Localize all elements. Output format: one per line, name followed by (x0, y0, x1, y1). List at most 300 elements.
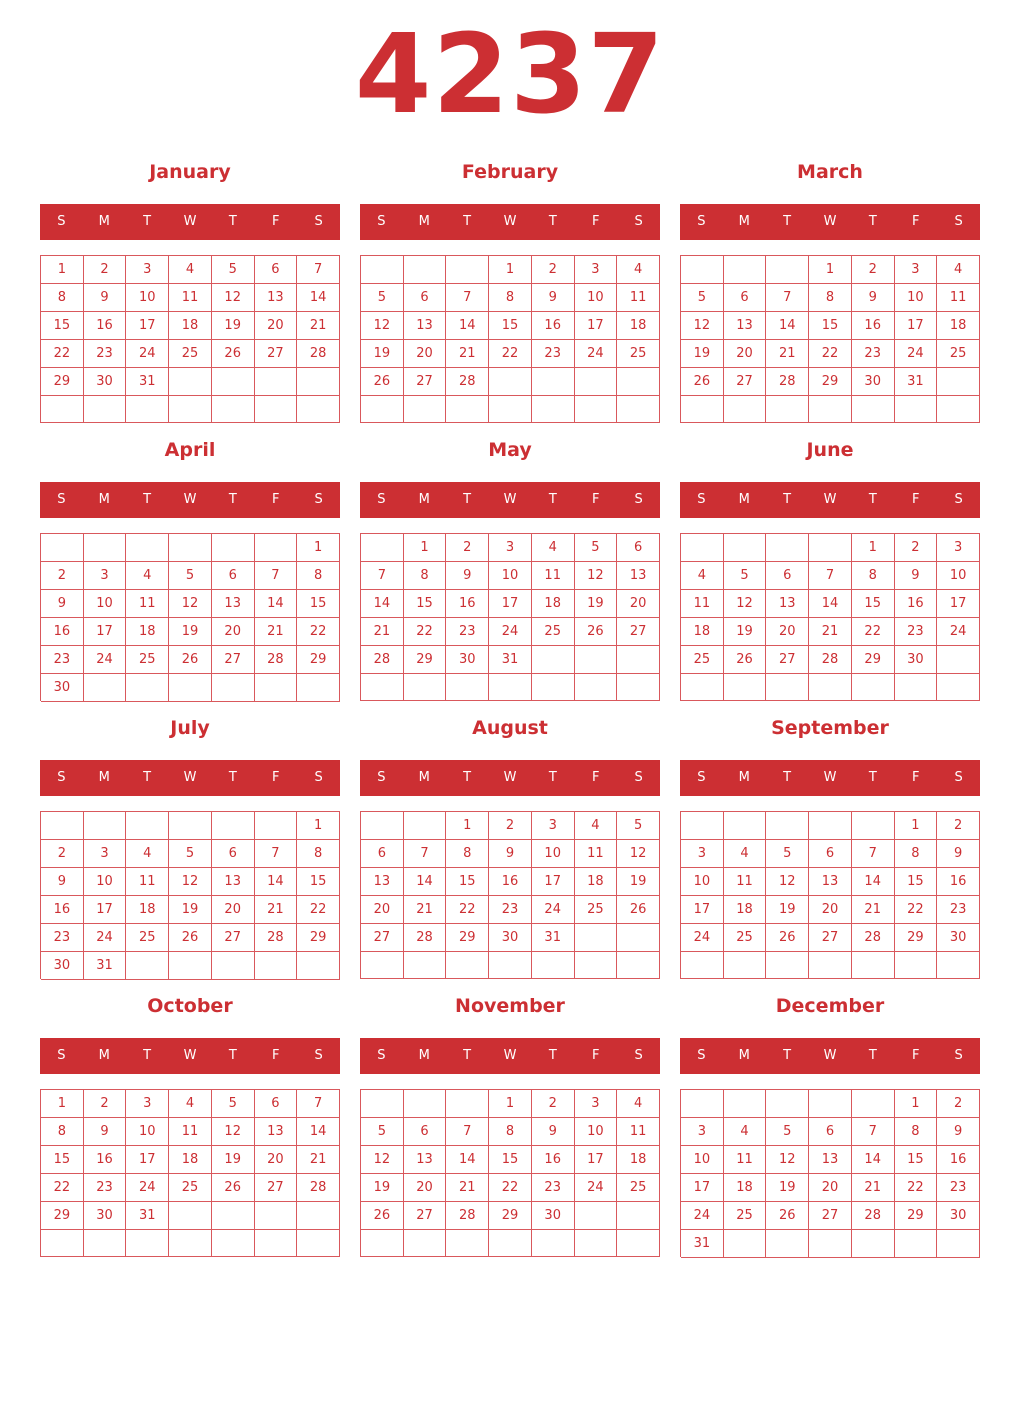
day-grid (680, 255, 980, 423)
day-cell: 21 (404, 896, 447, 924)
day-cell: 28 (446, 368, 489, 396)
day-cell: 27 (212, 924, 255, 952)
day-cell: 17 (895, 312, 938, 340)
day-cell: 1 (489, 1090, 532, 1118)
day-cell: 23 (937, 1174, 980, 1202)
day-cell: 14 (766, 312, 809, 340)
day-cell: 7 (809, 562, 852, 590)
day-cell: 5 (361, 1118, 404, 1146)
day-cell: 16 (41, 618, 84, 646)
day-cell: 13 (255, 284, 298, 312)
month-name: January (149, 161, 231, 183)
empty-day-cell (766, 396, 809, 423)
day-cell: 23 (41, 924, 84, 952)
day-cell: 2 (852, 256, 895, 284)
day-cell: 3 (126, 1090, 169, 1118)
month-name: September (771, 717, 889, 739)
empty-day-cell (169, 812, 212, 840)
day-cell: 25 (617, 340, 660, 368)
day-cell: 15 (852, 590, 895, 618)
day-cell: 10 (532, 840, 575, 868)
day-cell: 19 (361, 340, 404, 368)
day-cell: 6 (212, 840, 255, 868)
day-cell: 17 (937, 590, 980, 618)
day-cell: 8 (895, 840, 938, 868)
day-cell: 7 (297, 256, 340, 284)
day-cell: 7 (404, 840, 447, 868)
day-cell: 6 (617, 534, 660, 562)
day-cell: 12 (766, 1146, 809, 1174)
weekday-label: F (271, 770, 280, 785)
day-cell: 5 (766, 1118, 809, 1146)
day-cell: 6 (404, 284, 447, 312)
day-cell: 15 (41, 1146, 84, 1174)
weekday-label: T (783, 214, 792, 229)
weekday-label: T (463, 770, 472, 785)
empty-day-cell (681, 534, 724, 562)
day-cell: 29 (446, 924, 489, 952)
weekday-label: T (143, 214, 152, 229)
day-cell: 15 (404, 590, 447, 618)
day-cell: 15 (446, 868, 489, 896)
day-cell: 13 (212, 868, 255, 896)
day-cell: 21 (255, 896, 298, 924)
day-cell: 5 (169, 562, 212, 590)
weekday-label: W (503, 1048, 517, 1063)
day-cell: 23 (532, 1174, 575, 1202)
empty-day-cell (446, 1090, 489, 1118)
day-grid (40, 255, 340, 423)
empty-day-cell (617, 368, 660, 396)
empty-day-cell (724, 812, 767, 840)
day-cell: 2 (84, 256, 127, 284)
day-cell: 18 (575, 868, 618, 896)
weekday-label: W (823, 492, 837, 507)
empty-day-cell (575, 952, 618, 979)
weekday-label: S (57, 492, 66, 507)
day-cell: 13 (404, 312, 447, 340)
month-name: February (461, 161, 559, 183)
weekday-label: T (783, 1048, 792, 1063)
weekday-label: T (463, 214, 472, 229)
day-cell: 25 (126, 646, 169, 674)
day-cell: 6 (361, 840, 404, 868)
weekday-label: F (271, 492, 280, 507)
day-cell: 8 (41, 284, 84, 312)
year-title: 4237 (354, 10, 666, 138)
day-cell: 8 (41, 1118, 84, 1146)
day-cell: 2 (937, 812, 980, 840)
weekday-label: M (738, 214, 750, 229)
empty-day-cell (255, 368, 298, 396)
day-cell: 19 (169, 896, 212, 924)
empty-day-cell (404, 256, 447, 284)
weekday-label: S (57, 214, 66, 229)
day-cell: 4 (169, 1090, 212, 1118)
day-cell: 20 (809, 1174, 852, 1202)
day-cell: 28 (809, 646, 852, 674)
month-name: April (164, 439, 216, 461)
day-cell: 31 (895, 368, 938, 396)
day-cell: 13 (361, 868, 404, 896)
empty-day-cell (169, 368, 212, 396)
day-cell: 18 (724, 1174, 767, 1202)
empty-day-cell (852, 396, 895, 423)
day-cell: 8 (489, 1118, 532, 1146)
day-cell: 15 (895, 868, 938, 896)
day-cell: 10 (681, 868, 724, 896)
empty-day-cell (361, 812, 404, 840)
day-cell: 29 (41, 368, 84, 396)
weekday-header (680, 482, 980, 518)
empty-day-cell (809, 952, 852, 979)
weekday-label: S (954, 214, 963, 229)
empty-day-cell (361, 534, 404, 562)
day-cell: 18 (126, 896, 169, 924)
empty-day-cell (809, 674, 852, 701)
empty-day-cell (169, 396, 212, 423)
empty-day-cell (361, 952, 404, 979)
day-cell: 8 (297, 840, 340, 868)
empty-day-cell (809, 1230, 852, 1258)
weekday-label: S (697, 214, 706, 229)
empty-day-cell (852, 812, 895, 840)
month-june (680, 434, 980, 704)
day-cell: 7 (361, 562, 404, 590)
weekday-label: M (98, 1048, 110, 1063)
day-grid (360, 255, 660, 423)
empty-day-cell (895, 674, 938, 701)
day-cell: 4 (937, 256, 980, 284)
weekday-label: S (697, 770, 706, 785)
weekday-label: S (697, 492, 706, 507)
empty-day-cell (937, 646, 980, 674)
empty-day-cell (809, 1090, 852, 1118)
day-cell: 24 (895, 340, 938, 368)
day-grid (680, 811, 980, 979)
empty-day-cell (532, 952, 575, 979)
empty-day-cell (575, 1202, 618, 1230)
empty-day-cell (809, 812, 852, 840)
weekday-label: W (823, 1048, 837, 1063)
day-cell: 19 (766, 896, 809, 924)
weekday-label: S (697, 1048, 706, 1063)
day-cell: 8 (809, 284, 852, 312)
empty-day-cell (84, 534, 127, 562)
month-name: August (472, 717, 548, 739)
day-cell: 29 (404, 646, 447, 674)
day-cell: 2 (532, 1090, 575, 1118)
day-cell: 21 (446, 340, 489, 368)
day-cell: 9 (41, 590, 84, 618)
day-cell: 9 (532, 1118, 575, 1146)
day-cell: 22 (297, 896, 340, 924)
day-cell: 10 (84, 868, 127, 896)
day-cell: 14 (297, 284, 340, 312)
day-cell: 3 (937, 534, 980, 562)
weekday-label: S (314, 492, 323, 507)
day-cell: 1 (297, 812, 340, 840)
empty-day-cell (404, 812, 447, 840)
day-cell: 25 (617, 1174, 660, 1202)
day-cell: 9 (937, 840, 980, 868)
day-cell: 26 (724, 646, 767, 674)
weekday-label: S (57, 1048, 66, 1063)
day-cell: 18 (532, 590, 575, 618)
day-cell: 11 (724, 1146, 767, 1174)
weekday-label: T (548, 492, 557, 507)
empty-day-cell (212, 952, 255, 980)
day-cell: 13 (809, 868, 852, 896)
empty-day-cell (297, 674, 340, 702)
day-cell: 8 (852, 562, 895, 590)
empty-day-cell (255, 534, 298, 562)
day-cell: 20 (255, 1146, 298, 1174)
day-cell: 26 (212, 1174, 255, 1202)
empty-day-cell (489, 674, 532, 701)
day-cell: 24 (126, 340, 169, 368)
empty-day-cell (617, 1230, 660, 1257)
empty-day-cell (169, 1230, 212, 1257)
empty-day-cell (681, 1090, 724, 1118)
day-cell: 8 (489, 284, 532, 312)
day-cell: 25 (169, 340, 212, 368)
weekday-label: T (783, 770, 792, 785)
day-cell: 31 (681, 1230, 724, 1258)
day-cell: 4 (724, 1118, 767, 1146)
day-cell: 19 (212, 1146, 255, 1174)
empty-day-cell (766, 1090, 809, 1118)
weekday-header (360, 760, 660, 796)
day-cell: 14 (297, 1118, 340, 1146)
weekday-label: S (954, 1048, 963, 1063)
day-cell: 28 (852, 1202, 895, 1230)
day-cell: 22 (297, 618, 340, 646)
empty-day-cell (361, 396, 404, 423)
day-cell: 19 (766, 1174, 809, 1202)
day-cell: 23 (937, 896, 980, 924)
day-cell: 11 (617, 284, 660, 312)
day-cell: 19 (212, 312, 255, 340)
day-cell: 16 (937, 868, 980, 896)
empty-day-cell (724, 1090, 767, 1118)
weekday-label: T (463, 1048, 472, 1063)
empty-day-cell (724, 396, 767, 423)
empty-day-cell (404, 1230, 447, 1257)
day-cell: 3 (84, 562, 127, 590)
day-cell: 27 (255, 1174, 298, 1202)
day-cell: 11 (169, 284, 212, 312)
day-cell: 26 (361, 368, 404, 396)
day-cell: 1 (852, 534, 895, 562)
day-cell: 6 (255, 1090, 298, 1118)
empty-day-cell (575, 368, 618, 396)
day-cell: 24 (575, 340, 618, 368)
weekday-label: T (548, 1048, 557, 1063)
day-cell: 24 (126, 1174, 169, 1202)
day-cell: 4 (169, 256, 212, 284)
weekday-header (680, 760, 980, 796)
day-cell: 18 (681, 618, 724, 646)
empty-day-cell (937, 952, 980, 979)
empty-day-cell (297, 396, 340, 423)
day-cell: 12 (212, 1118, 255, 1146)
empty-day-cell (41, 1230, 84, 1257)
empty-day-cell (895, 1230, 938, 1258)
day-cell: 5 (361, 284, 404, 312)
day-cell: 17 (126, 1146, 169, 1174)
day-cell: 15 (489, 312, 532, 340)
day-cell: 6 (809, 840, 852, 868)
month-december (680, 990, 980, 1260)
empty-day-cell (404, 674, 447, 701)
day-cell: 13 (809, 1146, 852, 1174)
day-grid (360, 1089, 660, 1257)
empty-day-cell (532, 396, 575, 423)
day-cell: 25 (937, 340, 980, 368)
day-cell: 18 (169, 1146, 212, 1174)
empty-day-cell (575, 396, 618, 423)
day-cell: 5 (212, 1090, 255, 1118)
empty-day-cell (212, 674, 255, 702)
day-cell: 22 (809, 340, 852, 368)
day-cell: 22 (489, 1174, 532, 1202)
day-cell: 30 (852, 368, 895, 396)
day-cell: 12 (212, 284, 255, 312)
day-cell: 7 (852, 1118, 895, 1146)
weekday-label: M (98, 214, 110, 229)
day-cell: 17 (575, 312, 618, 340)
day-cell: 9 (84, 284, 127, 312)
day-cell: 11 (126, 868, 169, 896)
empty-day-cell (937, 674, 980, 701)
day-cell: 2 (532, 256, 575, 284)
day-grid (40, 1089, 340, 1257)
day-cell: 28 (361, 646, 404, 674)
day-cell: 23 (84, 340, 127, 368)
day-cell: 26 (575, 618, 618, 646)
weekday-label: M (738, 770, 750, 785)
day-cell: 17 (681, 1174, 724, 1202)
day-cell: 17 (84, 618, 127, 646)
day-cell: 18 (169, 312, 212, 340)
day-cell: 8 (404, 562, 447, 590)
empty-day-cell (255, 1202, 298, 1230)
empty-day-cell (169, 534, 212, 562)
day-cell: 12 (617, 840, 660, 868)
day-cell: 9 (532, 284, 575, 312)
day-cell: 28 (255, 646, 298, 674)
day-cell: 2 (489, 812, 532, 840)
weekday-header (360, 482, 660, 518)
day-cell: 13 (766, 590, 809, 618)
day-cell: 27 (404, 1202, 447, 1230)
empty-day-cell (361, 1090, 404, 1118)
day-cell: 24 (84, 646, 127, 674)
weekday-label: T (228, 492, 237, 507)
month-name: July (170, 717, 210, 739)
day-cell: 3 (575, 256, 618, 284)
day-cell: 29 (895, 1202, 938, 1230)
day-cell: 1 (895, 1090, 938, 1118)
weekday-header (40, 760, 340, 796)
empty-day-cell (681, 256, 724, 284)
day-cell: 16 (895, 590, 938, 618)
day-cell: 27 (617, 618, 660, 646)
empty-day-cell (724, 534, 767, 562)
day-cell: 9 (895, 562, 938, 590)
empty-day-cell (255, 396, 298, 423)
day-cell: 20 (404, 340, 447, 368)
weekday-label: S (377, 492, 386, 507)
day-cell: 5 (617, 812, 660, 840)
weekday-label: M (418, 1048, 430, 1063)
empty-day-cell (446, 952, 489, 979)
weekday-label: S (314, 1048, 323, 1063)
day-cell: 25 (575, 896, 618, 924)
day-cell: 4 (126, 562, 169, 590)
empty-day-cell (681, 396, 724, 423)
day-cell: 21 (852, 896, 895, 924)
day-cell: 30 (84, 1202, 127, 1230)
month-name: June (806, 439, 854, 461)
empty-day-cell (126, 1230, 169, 1257)
weekday-label: W (503, 770, 517, 785)
empty-day-cell (41, 396, 84, 423)
empty-day-cell (617, 396, 660, 423)
day-cell: 19 (169, 618, 212, 646)
day-cell: 7 (766, 284, 809, 312)
day-cell: 11 (532, 562, 575, 590)
day-cell: 16 (84, 312, 127, 340)
weekday-label: S (634, 214, 643, 229)
day-cell: 5 (212, 256, 255, 284)
empty-day-cell (361, 256, 404, 284)
empty-day-cell (681, 952, 724, 979)
empty-day-cell (937, 368, 980, 396)
empty-day-cell (766, 952, 809, 979)
weekday-header (40, 482, 340, 518)
empty-day-cell (724, 674, 767, 701)
day-cell: 17 (84, 896, 127, 924)
day-cell: 29 (895, 924, 938, 952)
empty-day-cell (297, 952, 340, 980)
day-cell: 26 (766, 924, 809, 952)
day-grid (680, 533, 980, 701)
day-cell: 18 (126, 618, 169, 646)
empty-day-cell (212, 368, 255, 396)
day-cell: 10 (681, 1146, 724, 1174)
month-july (40, 712, 340, 982)
weekday-label: W (823, 214, 837, 229)
day-cell: 6 (724, 284, 767, 312)
weekday-label: S (634, 770, 643, 785)
day-cell: 22 (489, 340, 532, 368)
day-cell: 14 (255, 590, 298, 618)
empty-day-cell (575, 674, 618, 701)
day-cell: 23 (41, 646, 84, 674)
weekday-label: F (591, 1048, 600, 1063)
empty-day-cell (766, 812, 809, 840)
empty-day-cell (297, 1202, 340, 1230)
day-cell: 31 (126, 368, 169, 396)
empty-day-cell (126, 952, 169, 980)
day-cell: 15 (489, 1146, 532, 1174)
day-cell: 29 (41, 1202, 84, 1230)
day-cell: 29 (809, 368, 852, 396)
day-cell: 10 (126, 284, 169, 312)
day-cell: 16 (446, 590, 489, 618)
